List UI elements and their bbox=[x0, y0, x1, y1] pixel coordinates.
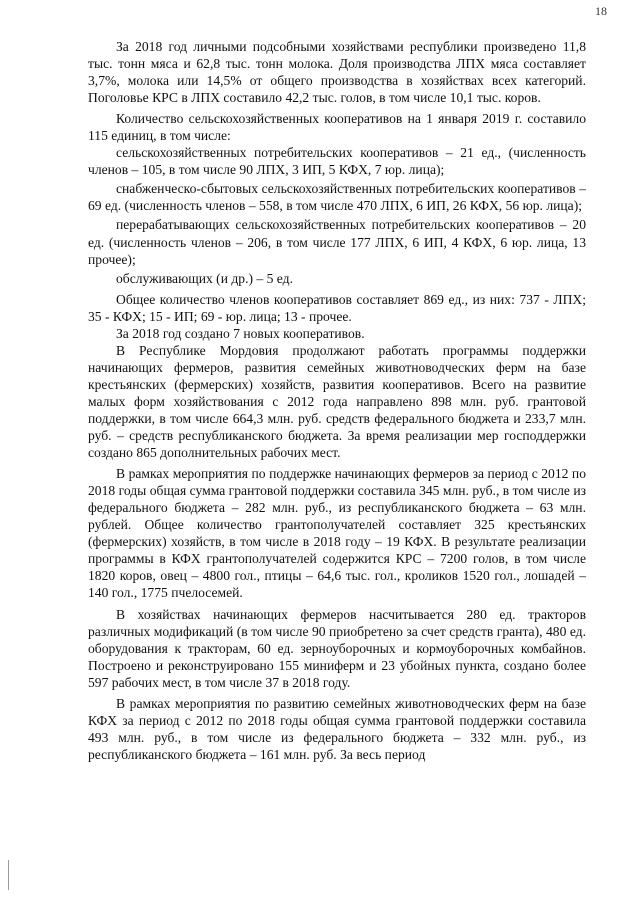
list-item-service-cooperatives bbox=[88, 270, 586, 287]
paragraph-beginning-farmers: В рамках мероприятия по поддержке начинающих фермеров за период с 2012 по 2018 годы общая сумма грантовой поддержки составила 345 млн. руб., в том числе из федерального бюджета – 282 млн. руб., из республиканского бюджета – 63 млн. рублей. Общее количество грантополучателей составляет 325 крестьянских (фермерских) хозяйств, в том числе в 2018 году – 19 КФХ. В результате реализации программы в КФХ грантополучателей содержится КРС – 7200 голов, в том числе 1820 коров, овец – 4800 гол., птицы – 64,6 тыс. гол., кроликов 1520 гол., лошадей – 140 гол., 1775 пчелосемей. bbox=[88, 466, 586, 601]
list-item-consumer-cooperatives bbox=[88, 144, 586, 178]
list-item-supply-cooperatives bbox=[88, 180, 586, 214]
list-item-text: снабженческо-сбытовых сельскохозяйственных потребительских кооперативов – 69 ед. (численность членов – 558, в том числе 470 ЛПХ, 6 ИП, 26 КФХ, 56 юр. лица); bbox=[88, 181, 586, 214]
paragraph-support-programs: В Республике Мордовия продолжают работать программы поддержки начинающих фермеров, развития семейных животноводческих ферм на базе крестьянских (фермерских) хозяйств, развития кооперативов. Всего на развитие малых форм хозяйствования с 2012 года направлено 898 млн. руб. грантовой поддержки, в том числе 664,3 млн. руб. средств федерального бюджета и 233,7 млн. руб. – средств республиканского бюджета. За время реализации мер господдержки создано 865 дополнительных рабочих мест. bbox=[88, 342, 586, 461]
document-body bbox=[88, 38, 586, 763]
list-item-text: обслуживающих (и др.) – 5 ед. bbox=[116, 270, 293, 286]
paragraph-lph-production: За 2018 год личными подсобными хозяйствами республики произведено 11,8 тыс. тонн мяса и 62,8 тыс. тонн молока. Доля производства ЛПХ мяса составляет 3,7%, молока или 14,5% от общего производства в хозяйствах всех категорий. Поголовье КРС в ЛПХ составило 42,2 тыс. голов, в том числе 10,1 тыс. коров. bbox=[88, 39, 586, 106]
list-item-text: перерабатывающих сельскохозяйственных потребительских кооперативов – 20 ед. (численность членов – 206, в том числе 177 ЛПХ, 6 ИП, 4 КФХ, 6 юр. лица, 13 прочее); bbox=[88, 217, 586, 267]
scan-edge-mark bbox=[8, 860, 9, 890]
paragraph-farm-equipment: В хозяйствах начинающих фермеров насчитывается 280 ед. тракторов различных модификаций (в том числе 90 приобретено за счет средств гранта), 480 ед. оборудования к тракторам, 60 ед. зерноуборочных и кормоуборочных комбайнов. Построено и реконструировано 155 миниферм и 23 убойных пункта, создано более 597 рабочих мест, в том числе 37 в 2018 году. bbox=[88, 606, 586, 690]
list-item-text: сельскохозяйственных потребительских кооперативов – 21 ед., (численность членов – 105, в том числе 90 ЛПХ, 3 ИП, 5 КФХ, 7 юр. лица); bbox=[88, 145, 586, 178]
paragraph-new-cooperatives: За 2018 год создано 7 новых кооперативов. bbox=[116, 325, 365, 341]
list-item-processing-cooperatives bbox=[88, 216, 586, 267]
page-number: 18 bbox=[595, 4, 607, 18]
paragraph-cooperatives-count: Количество сельскохозяйственных кооперативов на 1 января 2019 г. составило 115 единиц, в том числе: bbox=[88, 111, 586, 144]
paragraph-family-farms: В рамках мероприятия по развитию семейных животноводческих ферм на базе КФХ за период с 2012 по 2018 годы общая сумма грантовой поддержки составила 493 млн. руб., в том числе из федерального бюджета – 332 млн. руб., из республиканского бюджета – 161 млн. руб. За весь период bbox=[88, 695, 586, 762]
paragraph-members-total: Общее количество членов кооперативов составляет 869 ед., из них: 737 - ЛПХ; 35 - КФХ; 15 - ИП; 69 - юр. лица; 13 - прочее. bbox=[88, 291, 586, 324]
